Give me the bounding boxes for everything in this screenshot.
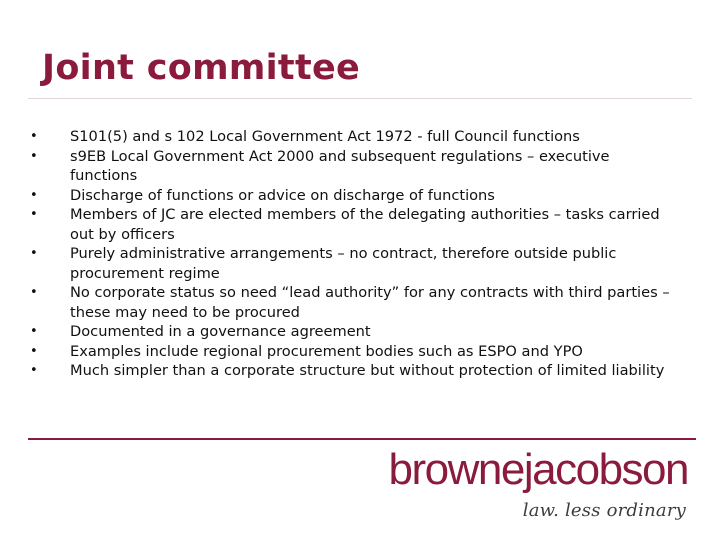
bullet-item [30,361,680,381]
title-divider [28,98,692,99]
bullet-icon: • [30,343,38,359]
bullet-item [30,322,680,342]
bullet-list [30,127,680,381]
bullet-icon: • [30,207,38,222]
bullet-text: S101(5) and s 102 Local Government Act 1972 - full Council functions [70,128,580,145]
bullet-text: Members of JC are elected members of the delegating authorities – tasks carried out by officers [70,206,660,243]
slide-title: Joint committee [42,48,361,88]
bullet-icon: • [30,285,38,300]
bullet-text: s9EB Local Government Act 2000 and subsequent regulations – executive functions [70,147,610,184]
bullet-text: Discharge of functions or advice on discharge of functions [70,186,495,204]
bullet-text: No corporate status so need “lead authority” for any contracts with third parties – these may need to be procured [70,284,670,321]
bullet-icon: • [30,324,38,339]
bullet-item [30,147,680,186]
bullet-icon: • [30,148,38,164]
company-tagline: law. less ordinary [522,500,686,521]
bullet-item [30,205,680,244]
bullet-text: Purely administrative arrangements – no contract, therefore outside public procurement regime [70,245,617,282]
bullet-text: Documented in a governance agreement [70,323,371,340]
bullet-item [30,186,680,206]
bullet-text: Much simpler than a corporate structure but without protection of limited liability [70,362,665,379]
bullet-icon: • [30,187,38,203]
bullet-item [30,244,680,283]
bullet-icon: • [30,129,38,144]
bullet-item [30,342,680,362]
bullet-icon: • [30,246,38,261]
footer-divider [28,438,696,440]
bullet-text: Examples include regional procurement bodies such as ESPO and YPO [70,342,583,360]
bullet-icon: • [30,363,38,378]
company-logo: brownejacobson [388,445,688,494]
bullet-item [30,127,680,147]
bullet-item [30,283,680,322]
